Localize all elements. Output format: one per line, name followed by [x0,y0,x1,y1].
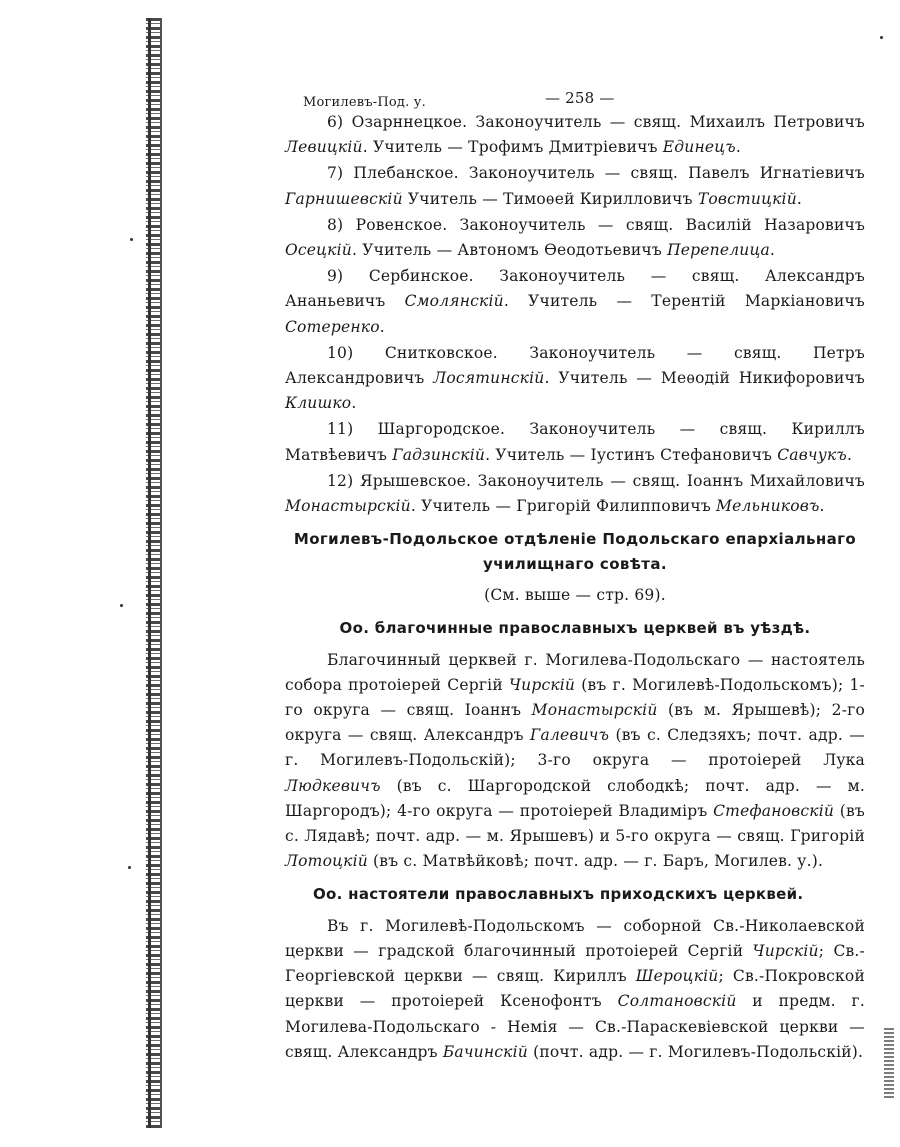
see-also-reference: (См. выше — стр. 69). [484,586,666,605]
list-item: 12) Ярышевское. Законоучитель — свящ. Іоаннъ Михайловичъ Монастырскій. Учитель — Григорій Филипповичъ Мельниковъ. [285,471,865,516]
page-number: — 258 — [545,89,615,107]
text-run: Благочинный церквей г. Могилева-Подольскаго — настоятель собора протоіерей Сергій [285,650,865,694]
person-surname: Чирскій [752,941,819,960]
text-run: (въ с. Шаргородской слободкѣ; почт. адр. — м. Шаргородъ); 4-го округа — протоіерей Владиміръ [285,776,865,820]
person-surname: Людкевичъ [285,776,381,795]
section-heading-deans: Оо. благочинные православныхъ церквей въ уѣздѣ. [339,619,811,638]
list-item: 7) Плебанское. Законоучитель — свящ. Павелъ Игнатіевичъ Гарнишевскій Учитель — Тимоѳей Кирилловичъ Товстицкій. [285,164,865,208]
speck [130,238,133,241]
text-run: (въ с. Матвѣйковѣ; почт. адр. — г. Баръ, Могилев. у.). [367,852,824,871]
text-run: (въ с. Следзяхъ; почт. адр. — г. Могилевъ-Подольскій); 3-го округа — протоіерей Лука [285,726,865,770]
list-item: 8) Ровенское. Законоучитель — свящ. Василій Назаровичъ Осецкій. Учитель — Автономъ Ѳеодотьевичъ Перепелица. [285,215,865,260]
text-run: Въ г. Могилевѣ-Подольскомъ — соборной Св.-Николаевской церкви — градской благочинный протоіерей Сергій [285,916,865,960]
section-heading-council: Могилевъ-Подольское отдѣленіе Подольскаго епархіальнаго училищнаго совѣта. [293,530,857,574]
rectors-paragraph [285,914,865,1065]
text-run: ; Св.-Георгіевской церкви — свящ. Кириллъ [285,941,865,986]
list-item: 10) Снитковское. Законоучитель — свящ. Петръ Александровичъ Лосятинскій. Учитель — Меѳодій Никифоровичъ Клишко. [285,343,865,413]
section-heading-rectors: Оо. настоятели православныхъ приходскихъ церквей. [313,885,804,904]
deans-paragraph [285,648,865,875]
text-run: ; Св.-Покровской церкви — протоіерей Ксенофонтъ [285,967,865,1011]
speck [128,866,131,869]
text-run: (въ г. Могилевѣ-Подольскомъ); 1-го округа — свящ. Іоаннъ [285,675,865,720]
text-run: (въ м. Ярышевѣ); 2-го округа — свящ. Александръ [285,701,865,745]
text-run: (почт. адр. — г. Могилевъ-Подольскій). [527,1042,864,1061]
person-surname: Солтановскій [617,992,737,1011]
list-item: 9) Сербинское. Законоучитель — свящ. Александръ Ананьевичъ Смолянскій. Учитель — Терентій Маркіановичъ Сотеренко. [285,267,865,336]
person-surname: Галевичъ [530,726,610,745]
document-page [285,86,865,1073]
text-run: (въ с. Лядавѣ; почт. адр. — м. Ярышевъ) и 5-го округа — свящ. Григорій [285,801,865,846]
page-edge-mark [884,1028,894,1098]
list-item: 6) Озарннецкое. Законоучитель — свящ. Михаилъ Петровичъ Левицкій. Учитель — Трофимъ Дмитріевичъ Единецъ. [285,113,865,157]
speck [120,604,123,607]
person-surname: Шероцкій [635,967,719,986]
running-head [303,86,865,110]
person-surname: Бачинскій [442,1042,528,1061]
person-surname: Монастырскій [531,701,658,720]
running-head-title: Могилевъ-Под. у. [303,95,426,110]
person-surname: Лотоцкій [285,852,368,871]
person-surname: Стефановскій [713,801,835,820]
book-binding-edge [146,18,162,1128]
speck [880,36,883,39]
text-run: и предм. г. Могилева-Подольскаго - Немія — Св.-Параскевіевской церкви — свящ. Александръ [285,992,865,1061]
person-surname: Чирскій [508,675,576,694]
school-entries [285,110,865,519]
list-item: 11) Шаргородское. Законоучитель — свящ. Кириллъ Матвѣевичъ Гадзинскій. Учитель — Іустинъ Стефановичъ Савчукъ. [285,420,865,464]
